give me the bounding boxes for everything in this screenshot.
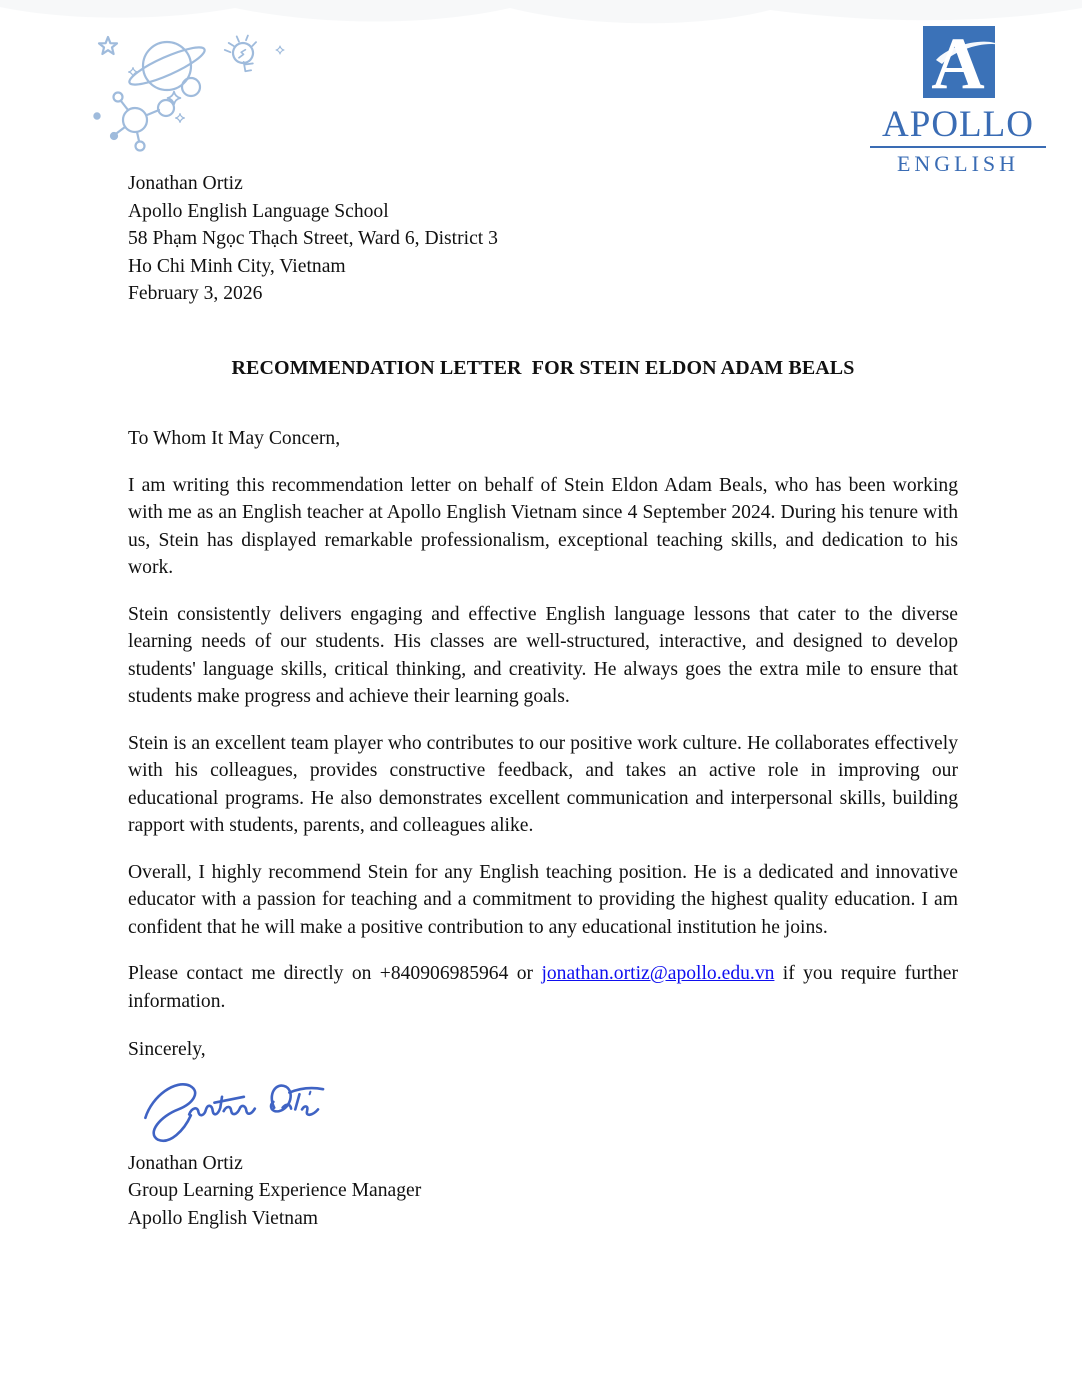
signoff-block bbox=[128, 1150, 958, 1233]
sparkle-icon bbox=[276, 46, 284, 54]
sparkle-icon bbox=[176, 114, 185, 123]
signoff-title: Group Learning Experience Manager bbox=[128, 1180, 422, 1201]
handwritten-signature bbox=[122, 1069, 354, 1149]
paragraph-introduction: I am writing this recommendation letter on behalf of Stein Eldon Adam Beals, who has been working with me as an English teacher at Apollo English Vietnam since 4 September 2024. During his tenure with us, Stein has displayed remarkable professionalism, exceptional teaching skills, and dedication to his work. bbox=[128, 474, 958, 578]
salutation: To Whom It May Concern, bbox=[128, 428, 341, 449]
sender-city: Ho Chi Minh City, Vietnam bbox=[128, 255, 346, 277]
sender-organization: Apollo English Language School bbox=[128, 200, 389, 222]
space-doodles bbox=[40, 8, 300, 158]
email-link[interactable]: jonathan.ortiz@apollo.edu.vn bbox=[541, 963, 775, 984]
apollo-logo-mark-icon bbox=[910, 26, 1006, 100]
paragraph-contact bbox=[128, 960, 958, 1015]
letter-date: February 3, 2026 bbox=[128, 283, 263, 304]
molecule-icon bbox=[94, 93, 174, 151]
letter-body bbox=[128, 170, 958, 1232]
sender-block bbox=[128, 170, 958, 308]
signoff-name: Jonathan Ortiz bbox=[128, 1152, 243, 1174]
paragraph-recommendation: Overall, I highly recommend Stein for any English teaching position. He is a dedicated and innovative educator with a passion for teaching and a commitment to providing the highest quality education. I am confident that he will make a positive contribution to any educational institution he joins. bbox=[128, 861, 958, 938]
letter-title: RECOMMENDATION LETTER FOR STEIN ELDON ADAM BEALS bbox=[231, 356, 855, 379]
svg-text:A: A bbox=[931, 26, 985, 100]
sender-name: Jonathan Ortiz bbox=[128, 173, 243, 194]
paragraph-teaching: Stein consistently delivers engaging and effective English language lessons that cater to the diverse learning needs of our students. His classes are well-structured, interactive, and designed to develop students' language skills, critical thinking, and creativity. He always goes the extra mile to ensure that students make progress and achieve their learning goals. bbox=[128, 603, 958, 707]
valediction: Sincerely, bbox=[128, 1039, 206, 1060]
signoff-organization: Apollo English Vietnam bbox=[128, 1207, 319, 1229]
star-icon bbox=[99, 37, 117, 54]
logo-brand-text: APOLLO bbox=[870, 106, 1046, 148]
contact-text-before: Please contact me directly on +840906985964 or bbox=[128, 963, 542, 984]
lightbulb-icon bbox=[220, 30, 262, 74]
sender-street: 58 Phạm Ngọc Thạch Street, Ward 6, District 3 bbox=[128, 228, 498, 249]
planet-icon bbox=[126, 41, 208, 96]
paragraph-teamwork: Stein is an excellent team player who contributes to our positive work culture. He collaborates effectively with his colleagues, provides constructive feedback, and takes an active role in improving our educational programs. He also demonstrates excellent communication and interpersonal skills, building rapport with students, parents, and colleagues alike. bbox=[128, 732, 958, 836]
contact-text-after: if you require further information. bbox=[128, 963, 958, 1012]
apollo-english-logo bbox=[870, 26, 1046, 177]
sparkle-icon bbox=[168, 92, 181, 105]
logo-sub-text: ENGLISH bbox=[896, 151, 1020, 176]
